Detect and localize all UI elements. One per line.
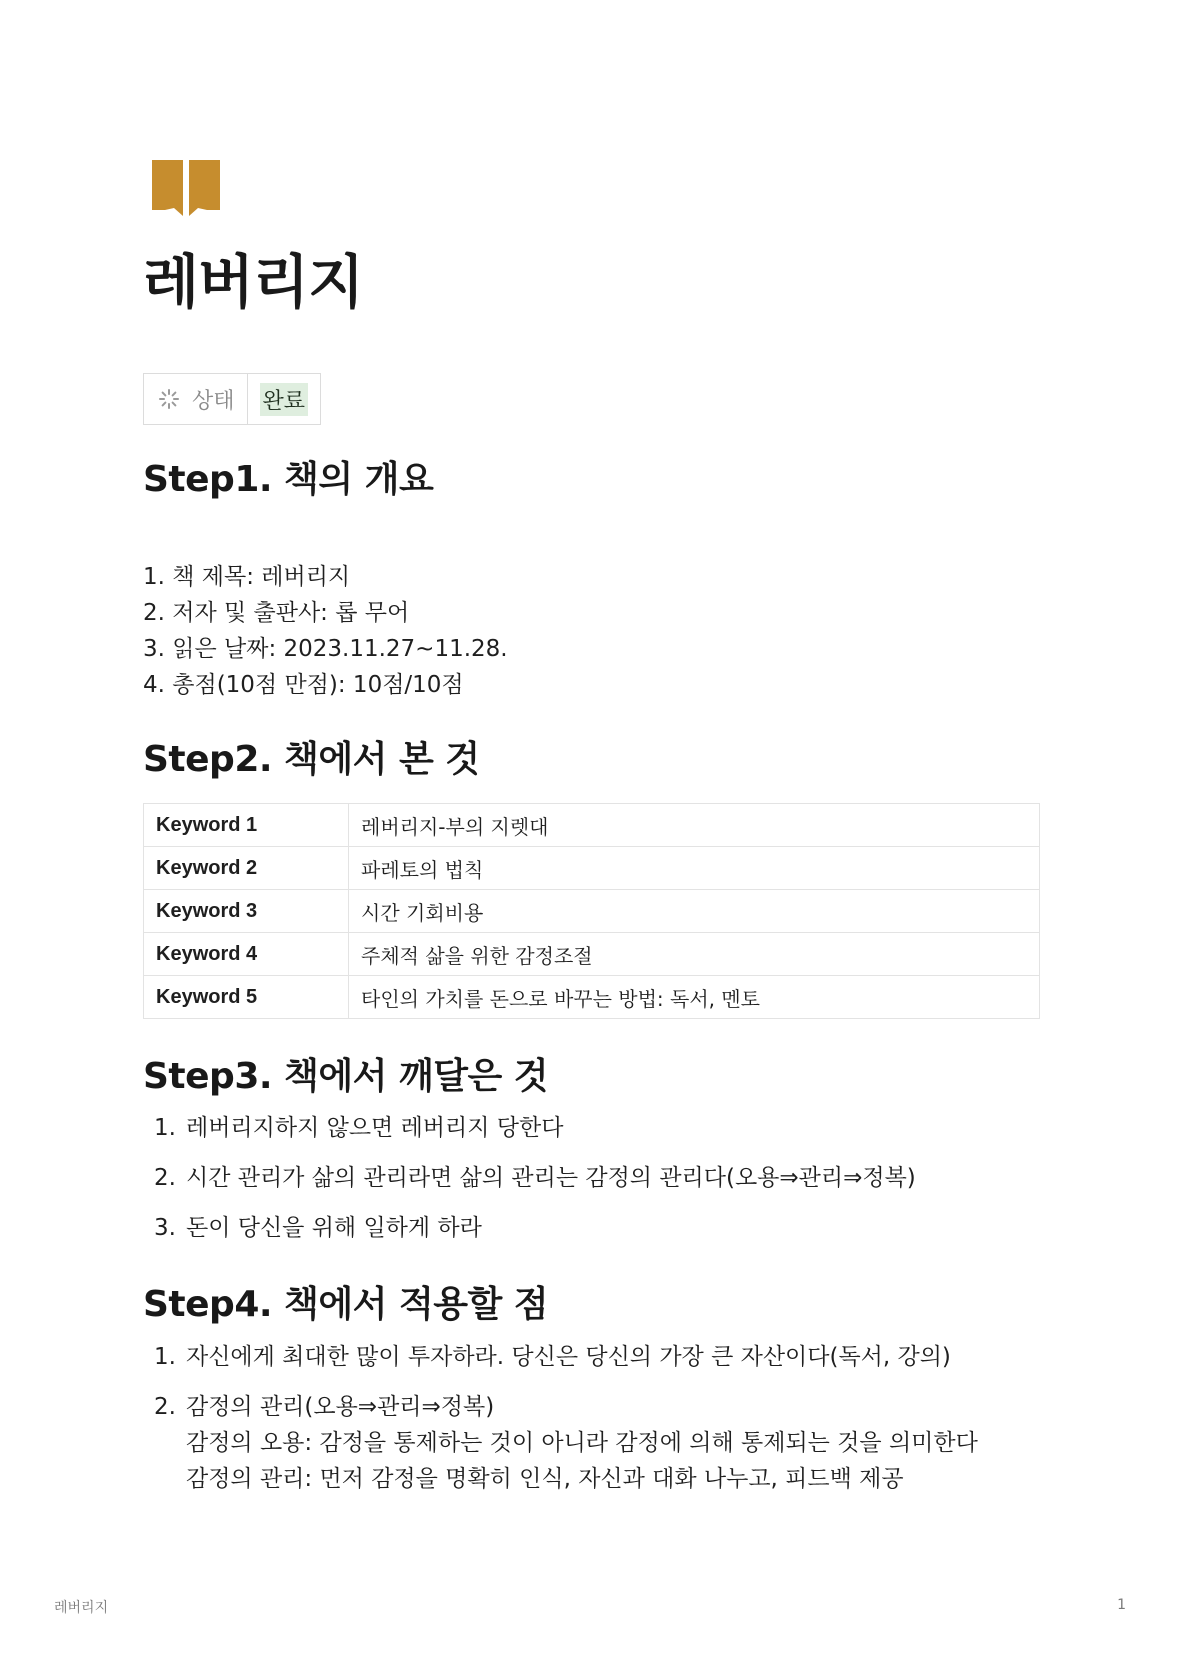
list-item: 4. 총점(10점 만점): 10점/10점: [143, 672, 464, 698]
list-item: 1. 책 제목: 레버리지: [143, 564, 351, 590]
list-text: 감정의 오용: 감정을 통제하는 것이 아니라 감정에 의해 통제되는 것을 의미한다: [186, 1430, 978, 1456]
step2-heading: Step2. 책에서 본 것: [143, 739, 480, 780]
status-label: 상태: [192, 388, 235, 414]
keyword-value: 시간 기회비용: [349, 890, 1040, 933]
step4-heading: Step4. 책에서 적용할 점: [143, 1284, 549, 1325]
step3-heading: Step3. 책에서 깨달은 것: [143, 1056, 549, 1097]
list-item: [154, 1389, 978, 1497]
keyword-value: 파레토의 법칙: [349, 847, 1040, 890]
table-row: [144, 804, 1040, 847]
table-row: [144, 847, 1040, 890]
status-property[interactable]: [143, 373, 321, 425]
list-item: 2. 저자 및 출판사: 롭 무어: [143, 600, 410, 626]
book-icon: [150, 158, 222, 218]
list-text: 레버리지하지 않으면 레버리지 당한다: [186, 1115, 564, 1141]
table-row: [144, 976, 1040, 1019]
list-text: 감정의 관리(오용⇒관리⇒정복): [186, 1394, 495, 1420]
list-item: [154, 1160, 916, 1196]
list-number: 2.: [154, 1165, 176, 1191]
step4-list: [154, 1339, 978, 1511]
list-text: 감정의 관리: 먼저 감정을 명확히 인식, 자신과 대화 나누고, 피드백 제공: [186, 1466, 904, 1492]
step3-list: [154, 1110, 916, 1260]
list-text: 돈이 당신을 위해 일하게 하라: [186, 1215, 482, 1241]
keyword-key: Keyword 5: [144, 976, 349, 1019]
page-number: 1: [1117, 1597, 1126, 1613]
list-item: [154, 1110, 916, 1146]
list-text: 자신에게 최대한 많이 투자하라. 당신은 당신의 가장 큰 자산이다(독서, 강의): [186, 1344, 951, 1370]
page-title: 레버리지: [143, 248, 364, 316]
table-row: [144, 933, 1040, 976]
keyword-key: Keyword 4: [144, 933, 349, 976]
step1-heading: Step1. 책의 개요: [143, 459, 434, 500]
status-badge: 완료: [260, 383, 309, 416]
keyword-value: 주체적 삶을 위한 감정조절: [349, 933, 1040, 976]
list-body: [186, 1339, 951, 1375]
list-item: [154, 1210, 916, 1246]
table-row: [144, 890, 1040, 933]
keyword-value: 레버리지-부의 지렛대: [349, 804, 1040, 847]
list-item: 3. 읽은 날짜: 2023.11.27~11.28.: [143, 636, 508, 662]
keyword-key: Keyword 1: [144, 804, 349, 847]
step1-list: [143, 559, 508, 703]
status-property-value[interactable]: [248, 374, 321, 424]
list-body: [186, 1389, 978, 1497]
keyword-key: Keyword 3: [144, 890, 349, 933]
keyword-value: 타인의 가치를 돈으로 바꾸는 방법: 독서, 멘토: [349, 976, 1040, 1019]
list-number: 2.: [154, 1394, 176, 1420]
loading-icon: [158, 388, 180, 410]
list-number: 1.: [154, 1344, 176, 1370]
list-number: 3.: [154, 1215, 176, 1241]
status-property-key: [144, 374, 248, 424]
keyword-key: Keyword 2: [144, 847, 349, 890]
list-number: 1.: [154, 1115, 176, 1141]
footer-title: 레버리지: [54, 1600, 109, 1616]
list-item: [154, 1339, 978, 1375]
keyword-table: [143, 803, 1040, 1019]
list-text: 시간 관리가 삶의 관리라면 삶의 관리는 감정의 관리다(오용⇒관리⇒정복): [186, 1165, 916, 1191]
